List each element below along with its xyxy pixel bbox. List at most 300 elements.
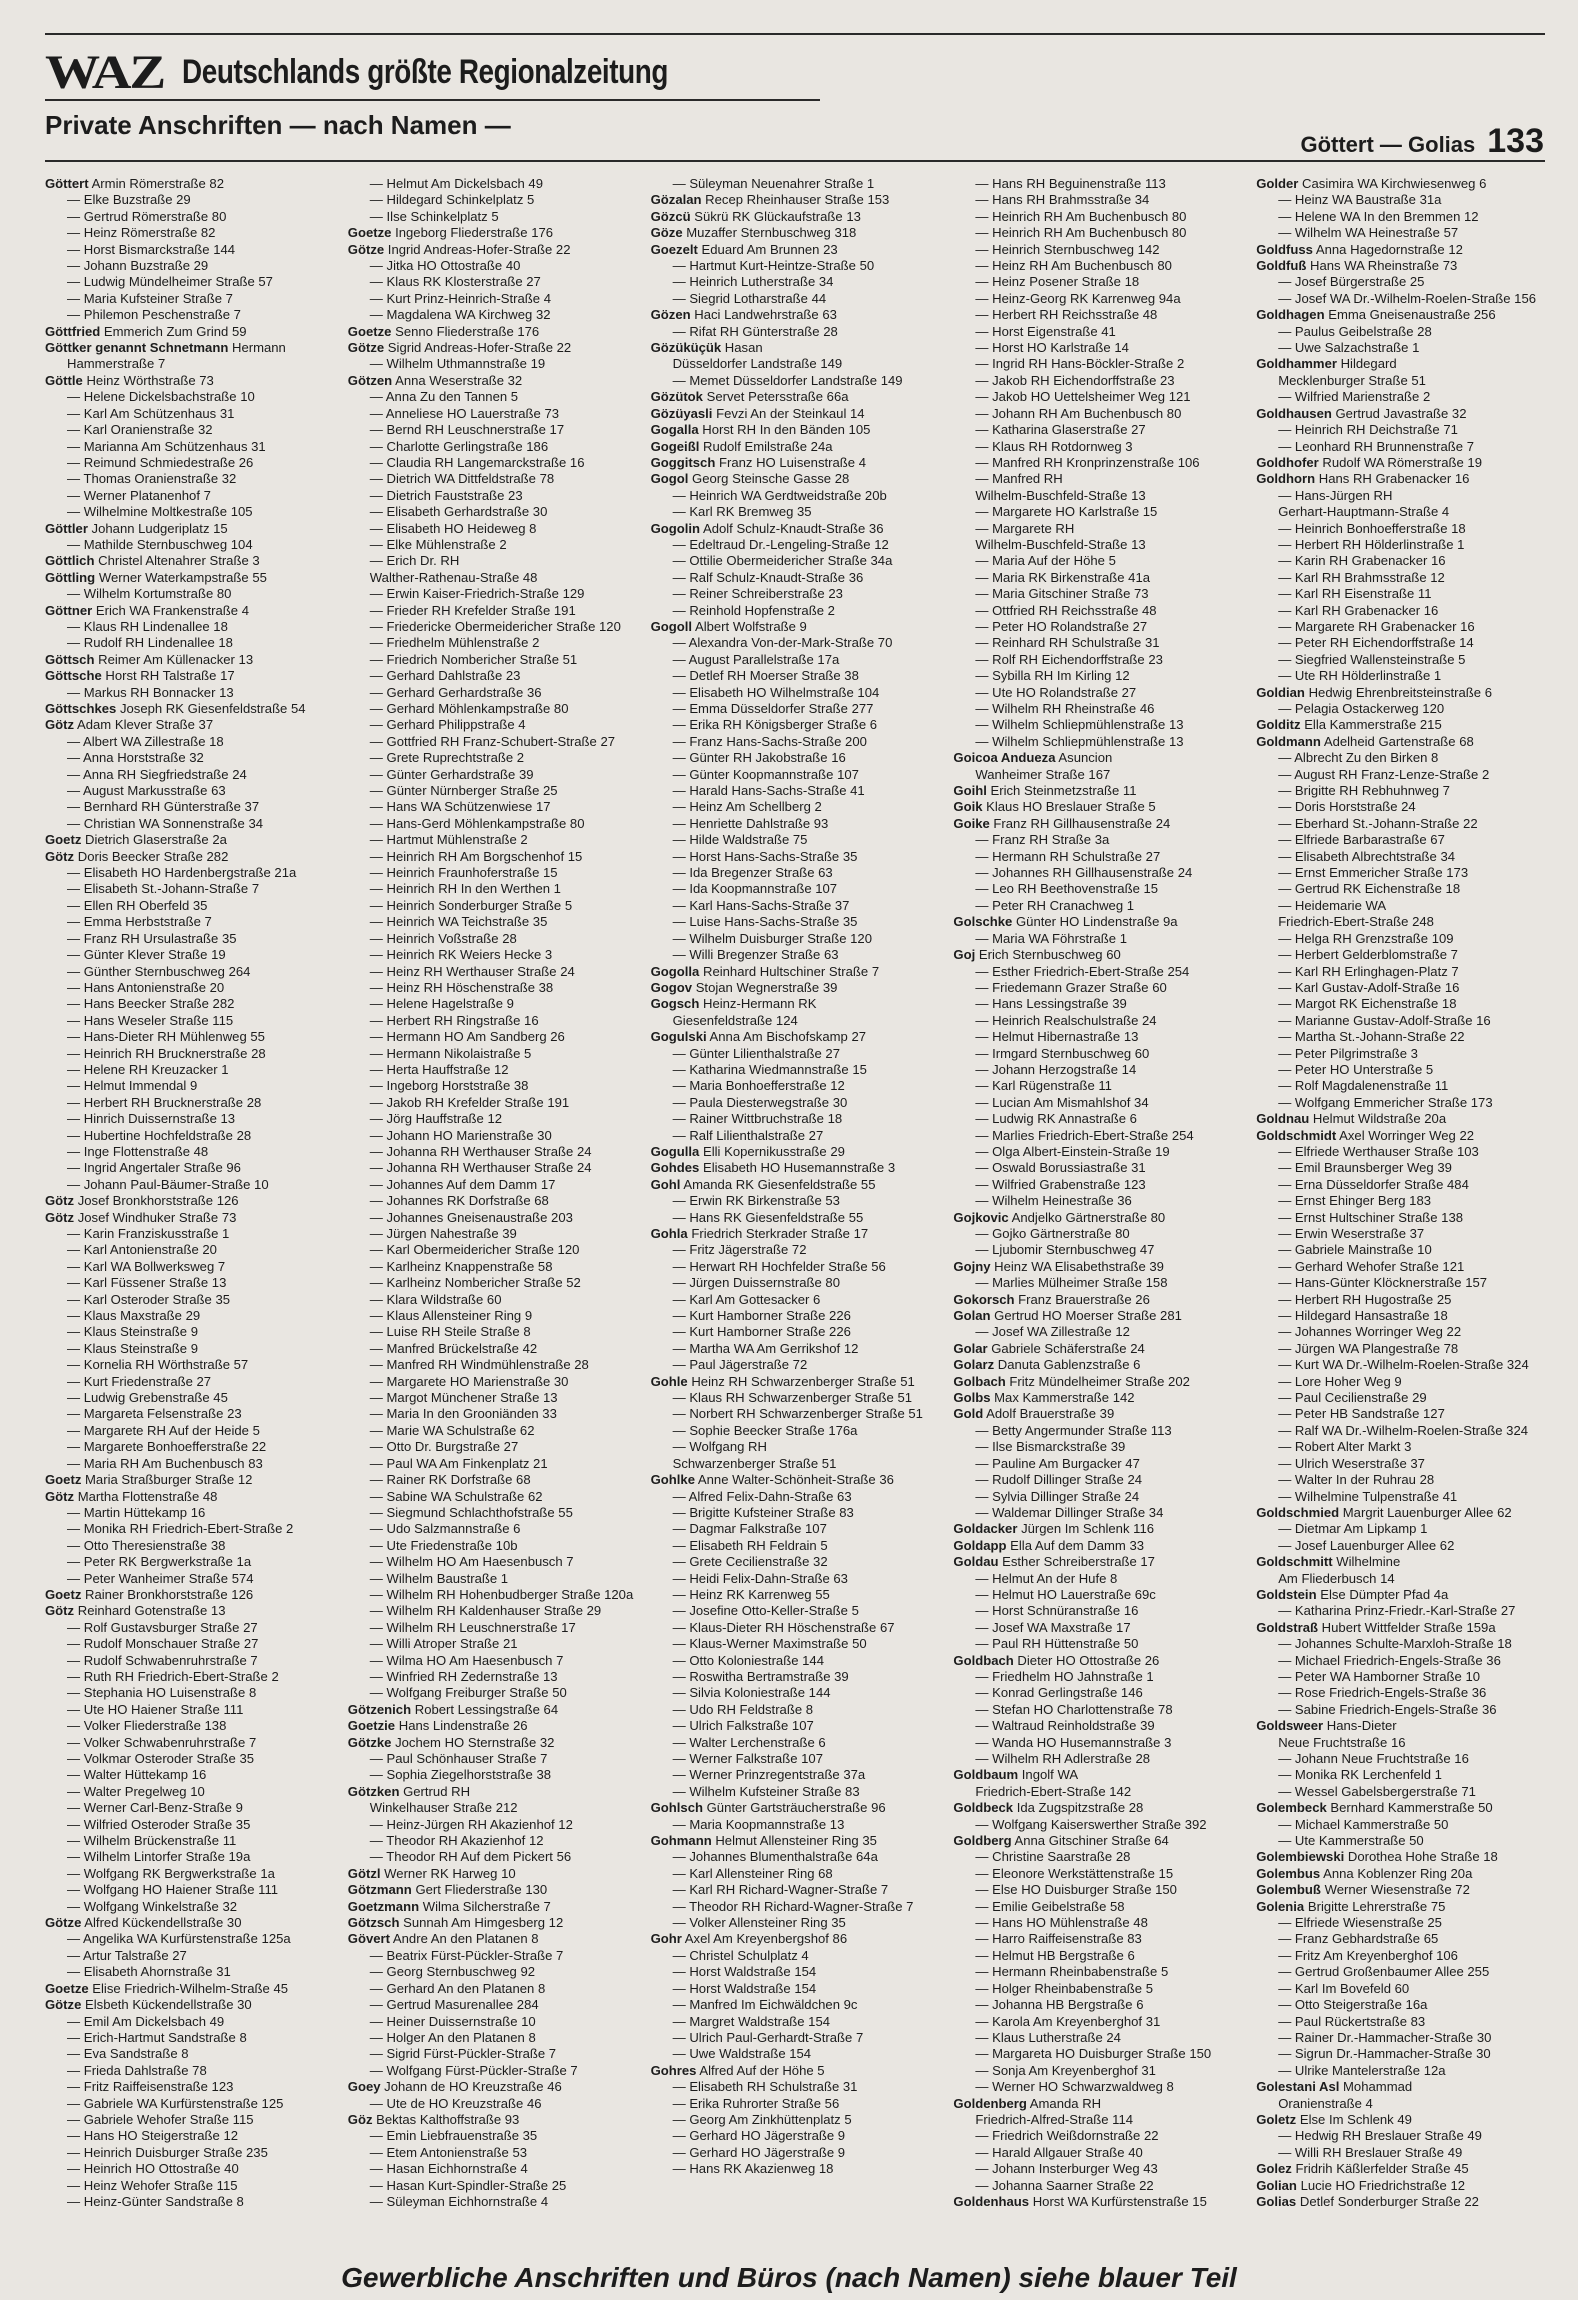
listing-entry: — Gertrud RK Eichenstraße 18 (1278, 881, 1461, 897)
listing-entry: — Helmut Am Dickelsbach 49 (369, 176, 543, 191)
surname: Göttschkes (45, 701, 117, 716)
listing-entry: — Christian WA Sonnenstraße 34 (67, 815, 264, 831)
surname-entry: Goldhorn Hans RH Grabenacker 16 (1256, 471, 1470, 487)
surname: Goetz (45, 832, 82, 848)
listing-entry: — Dietrich Fauststraße 23 (369, 487, 523, 503)
listing-entry: — Grete Ruprechtstraße 2 (369, 750, 525, 766)
listing-entry: — Sabine Friedrich-Engels-Straße 36 (1278, 1701, 1497, 1717)
listing-entry: — Reinhold Hopfenstraße 2 (672, 602, 835, 618)
surname: Götze (347, 241, 385, 257)
listing-entry: — Maria WA Föhrstraße 1 (975, 930, 1127, 946)
listing-entry: — Irmgard Sternbuschweg 60 (975, 1045, 1150, 1061)
entry-continuation: Hammerstraße 7 (67, 356, 166, 372)
surname: Gohmann (650, 1833, 712, 1849)
surname: Gohlke (650, 1472, 695, 1488)
surname-entry: Gözen Haci Landwehrstraße 63 (650, 307, 837, 323)
listing-entry: — Hildegard Hansastraße 18 (1278, 1308, 1448, 1324)
listing-entry: — Wanda HO Husemannstraße 3 (975, 1734, 1172, 1750)
listing-entry: — Jitka HO Ottostraße 40 (369, 258, 521, 274)
listing-entry: — Ernst Ehinger Berg 183 (1278, 1193, 1432, 1209)
surname-entry: Gojny Heinz WA Elisabethstraße 39 (953, 1258, 1164, 1274)
listing-entry: — Kurt Friedenstraße 27 (67, 1373, 212, 1389)
surname-entry: Goldschmitt Wilhelmine (1256, 1554, 1401, 1570)
listing-entry: — Ljubomir Sternbuschweg 47 (975, 1242, 1155, 1258)
listing-entry: — Ralf Lilienthalstraße 27 (672, 1127, 824, 1143)
listing-entry: — Heinrich RK Weiers Hecke 3 (369, 947, 553, 963)
listing-entry: — Elisabeth Gerhardstraße 30 (369, 504, 548, 520)
listing-entry: — Siegrid Lotharstraße 44 (672, 290, 827, 306)
surname-entry: Götz Doris Beecker Straße 282 (45, 848, 229, 864)
surname: Goldsweer (1256, 1718, 1324, 1734)
listing-entry: — Stephania HO Luisenstraße 8 (67, 1685, 257, 1701)
listing-entry: — Karl WA Bollwerksweg 7 (67, 1258, 226, 1274)
listing-entry: — Maria Koopmannstraße 13 (672, 1816, 845, 1832)
listing-entry: — Siegfried Wallensteinstraße 5 (1278, 651, 1466, 667)
listing-entry: — Herbert RH Hölderlinstraße 1 (1278, 536, 1465, 552)
listing-entry: — Horst Eigenstraße 41 (975, 323, 1116, 339)
surname: Götze (45, 1915, 82, 1931)
listing-entry: — Günter Koopmannstraße 107 (672, 766, 859, 782)
surname: Gogoll (650, 618, 693, 634)
listing-entry: — Leo RH Beethovenstraße 15 (975, 881, 1159, 897)
surname: Gogol (650, 471, 689, 487)
surname-entry: Göttner Erich WA Frankenstraße 4 (45, 602, 249, 618)
listing-entry: — Karl RH Eisenstraße 11 (1278, 586, 1432, 602)
surname: Götzke (347, 1734, 392, 1750)
listing-entry: — Edeltraud Dr.-Lengeling-Straße 12 (672, 536, 889, 552)
surname: Golembus (1256, 1865, 1321, 1881)
surname-entry: Götzke Jochem HO Sternstraße 32 (347, 1734, 555, 1750)
listing-entry: — Olga Albert-Einstein-Straße 19 (975, 1143, 1170, 1159)
listing-entry: — Reimund Schmiedestraße 26 (67, 454, 254, 470)
surname: Gözen (650, 307, 691, 323)
surname: Goldfuss (1256, 241, 1313, 257)
listing-entry: — Heinrich Bonhoefferstraße 18 (1278, 520, 1466, 536)
listing-entry: — Paul Cecilienstraße 29 (1278, 1390, 1427, 1406)
surname-entry: Goike Franz RH Gillhausenstraße 24 (953, 815, 1171, 831)
listing-entry: — Dietmar Am Lipkamp 1 (1278, 1521, 1428, 1537)
listing-entry: — Eberhard St.-Johann-Straße 22 (1278, 815, 1478, 831)
directory-column-1 (45, 176, 334, 2248)
listing-entry: — Heinrich RH In den Werthen 1 (369, 881, 561, 897)
listing-entry: — Volker Allensteiner Ring 35 (672, 1915, 846, 1931)
listing-entry: — Klaus RH Rotdornweg 3 (975, 438, 1133, 454)
listing-entry: — Manfred RH (975, 471, 1063, 487)
section-title: Private Anschriften — nach Namen — (45, 110, 511, 140)
surname-entry: Goetze Elise Friedrich-Wilhelm-Straße 45 (45, 1980, 289, 1996)
listing-entry: — Werner Carl-Benz-Straße 9 (67, 1800, 243, 1816)
listing-entry: — Josef Bürgerstraße 25 (1278, 274, 1425, 290)
surname-entry: Gohlsch Günter Gartsträucherstraße 96 (650, 1800, 886, 1816)
listing-entry: — Helmut Hibernastraße 13 (975, 1029, 1139, 1045)
masthead (45, 45, 775, 99)
surname-entry: Goetz Rainer Bronkhorststraße 126 (45, 1586, 254, 1602)
surname-entry: Goldhofer Rudolf WA Römerstraße 19 (1256, 454, 1482, 470)
listing-entry: — Rainer RK Dorfstraße 68 (369, 1472, 531, 1488)
surname-entry: Goldsweer Hans-Dieter (1256, 1718, 1397, 1734)
listing-entry: — Doris Horststraße 24 (1278, 799, 1416, 815)
listing-entry: — Udo RH Feldstraße 8 (672, 1701, 814, 1717)
surname-entry: Götz Martha Flottenstraße 48 (45, 1488, 218, 1504)
listing-entry: — Hans-Jürgen RH (1278, 487, 1393, 503)
surname: Gogalla (650, 422, 699, 438)
surname: Gohl (650, 1176, 681, 1192)
listing-entry: — Hermann Rheinbabenstraße 5 (975, 1964, 1169, 1980)
listing-entry: — Rolf RH Eichendorffstraße 23 (975, 651, 1163, 667)
listing-entry: — Wilhelm Uthmannstraße 19 (369, 356, 546, 372)
surname: Gözcü (650, 208, 691, 224)
surname: Gogulla (650, 1143, 700, 1159)
surname: Goldacker (953, 1521, 1018, 1537)
surname-entry: Göttler Johann Ludgeriplatz 15 (45, 520, 228, 536)
surname-entry: Götze Elsbeth Kückendellstraße 30 (45, 1997, 252, 2013)
listing-entry: — Hans HO Steigerstraße 12 (67, 2128, 239, 2144)
listing-entry: — Jakob RH Krefelder Straße 191 (369, 1094, 570, 1110)
listing-entry: — Wilhelmine Moltkestraße 105 (67, 504, 253, 520)
listing-entry: — Michael Kammerstraße 50 (1278, 1816, 1449, 1832)
listing-entry: — Luise Hans-Sachs-Straße 35 (672, 914, 858, 930)
surname: Goldberg (953, 1833, 1012, 1849)
listing-entry: — Heinrich Lutherstraße 34 (672, 274, 834, 290)
listing-entry: — Martin Hüttekamp 16 (67, 1504, 206, 1520)
listing-entry: — Franz RH Straße 3a (975, 832, 1110, 848)
listing-entry: — Anna Horststraße 32 (67, 750, 204, 766)
listing-entry: — Monika RK Lerchenfeld 1 (1278, 1767, 1442, 1783)
listing-entry: — Gabriele WA Kurfürstenstraße 125 (67, 2095, 284, 2111)
listing-entry: — Josef WA Zillestraße 12 (975, 1324, 1130, 1340)
listing-entry: — Johanna RH Werthauser Straße 24 (369, 1160, 592, 1176)
listing-entry: — Wolfgang RK Bergwerkstraße 1a (67, 1865, 275, 1881)
surname-entry: Götze Ingrid Andreas-Hofer-Straße 22 (347, 241, 571, 257)
listing-entry: — Gertrud Masurenallee 284 (369, 1997, 539, 2013)
listing-entry: — Elke Buzstraße 29 (67, 192, 191, 208)
listing-entry: — Hilde Waldstraße 75 (672, 832, 808, 848)
listing-entry: — Dagmar Falkstraße 107 (672, 1521, 827, 1537)
surname: Golar (953, 1340, 988, 1356)
listing-entry: — Helene Dickelsbachstraße 10 (67, 389, 255, 405)
listing-entry: — Heidi Felix-Dahn-Straße 63 (672, 1570, 848, 1586)
listing-entry: — Peter Wanheimer Straße 574 (67, 1570, 254, 1586)
listing-entry: — Konrad Gerlingstraße 146 (975, 1685, 1143, 1701)
listing-entry: — Hans Weseler Straße 115 (67, 1012, 234, 1028)
listing-entry: — Ernst Emmericher Straße 173 (1278, 865, 1469, 881)
listing-entry: — August Parallelstraße 17a (672, 651, 840, 667)
surname-entry: Golarz Danuta Gablenzstraße 6 (953, 1357, 1141, 1373)
listing-entry: — Friedhelm HO Jahnstraße 1 (975, 1668, 1154, 1684)
listing-entry: — Margarete Bonhoefferstraße 22 (67, 1439, 267, 1455)
listing-entry: — Heinrich Duisburger Straße 235 (67, 2144, 268, 2160)
listing-entry: — Paul Schönhauser Straße 7 (369, 1751, 548, 1766)
listing-entry: — Johannes Worringer Weg 22 (1278, 1324, 1462, 1340)
surname-entry: Goetz Dietrich Glaserstraße 2a (45, 832, 227, 848)
listing-entry: — Sigrun Dr.-Hammacher-Straße 30 (1278, 2046, 1491, 2062)
listing-entry: — Margarete RH Auf der Heide 5 (67, 1422, 260, 1438)
surname: Goldhammer (1256, 356, 1337, 372)
listing-entry: — Gerhard Gerhardstraße 36 (369, 684, 542, 700)
listing-entry: — Erna Düsseldorfer Straße 484 (1278, 1176, 1469, 1192)
listing-entry: — Michael Friedrich-Engels-Straße 36 (1278, 1652, 1501, 1668)
listing-entry: — Karl RK Bremweg 35 (672, 504, 812, 520)
surname: Gözalan (650, 192, 702, 208)
surname-entry: Göz Bektas Kalthoffstraße 93 (347, 2111, 520, 2127)
surname-entry: Golbach Fritz Mündelheimer Straße 202 (953, 1373, 1190, 1389)
listing-entry: — Karl Am Gottesacker 6 (672, 1291, 821, 1307)
listing-entry: — Friedemann Grazer Straße 60 (975, 979, 1167, 995)
listing-entry: — Gerhard An den Platanen 8 (369, 1980, 546, 1996)
listing-entry: — Ute de HO Kreuzstraße 46 (369, 2095, 542, 2111)
listing-entry: — Leonhard RH Brunnenstraße 7 (1278, 438, 1474, 454)
listing-entry: — Günter Lilienthalstraße 27 (672, 1045, 840, 1061)
listing-entry: — Karl Im Bovefeld 60 (1278, 1980, 1410, 1996)
waz-logo: WAZ (45, 45, 164, 99)
listing-entry: — Angelika WA Kurfürstenstraße 125a (67, 1931, 291, 1947)
surname: Gözütok (650, 389, 703, 405)
listing-entry: — Heinz Wehofer Straße 115 (67, 2177, 238, 2193)
listing-entry: — Helene Hagelstraße 9 (369, 996, 514, 1012)
surname-entry: Götz Reinhard Gotenstraße 13 (45, 1603, 226, 1619)
surname-entry: Gözütok Servet Petersstraße 66a (650, 389, 849, 405)
listing-entry: — Ottfried RH Reichsstraße 48 (975, 602, 1157, 618)
entry-continuation: Wanheimer Straße 167 (975, 766, 1111, 782)
listing-entry: — Fritz Jägerstraße 72 (672, 1242, 807, 1258)
listing-entry: — Hubertine Hochfeldstraße 28 (67, 1127, 252, 1143)
surname-entry: Goldstein Else Dümpter Pfad 4a (1256, 1586, 1449, 1602)
surname: Goldstein (1256, 1586, 1317, 1602)
surname-entry: Golembuß Werner Wiesenstraße 72 (1256, 1882, 1470, 1898)
listing-entry: — Hasan Kurt-Spindler-Straße 25 (369, 2177, 567, 2193)
listing-entry: — Willi RH Breslauer Straße 49 (1278, 2144, 1463, 2160)
surname-entry: Goldstraß Hubert Wittfelder Straße 159a (1256, 1619, 1496, 1635)
surname-entry: Goetze Ingeborg Fliederstraße 176 (347, 225, 554, 241)
surname: Goik (953, 799, 983, 815)
listing-entry: — Rainer Wittbruchstraße 18 (672, 1111, 843, 1127)
surname-entry: Goldapp Ella Auf dem Damm 33 (953, 1537, 1145, 1553)
surname: Goihl (953, 783, 987, 799)
listing-entry: — Wilhelm Lintorfer Straße 19a (67, 1849, 251, 1865)
surname: Gohle (650, 1373, 688, 1389)
listing-entry: — Inge Flottenstraße 48 (67, 1143, 209, 1159)
surname: Goldbaum (953, 1767, 1019, 1783)
surname-entry: Götze Sigrid Andreas-Hofer-Straße 22 (347, 340, 572, 356)
entry-continuation: Mecklenburger Straße 51 (1278, 372, 1426, 388)
listing-entry: — Horst Schnüranstraße 16 (975, 1603, 1139, 1619)
listing-entry: — Walter Pregelweg 10 (67, 1783, 205, 1799)
listing-entry: — Friedrich Nombericher Straße 51 (369, 651, 578, 667)
listing-entry: — Katharina Prinz-Friedr.-Karl-Straße 27 (1278, 1603, 1516, 1619)
listing-entry: — Wilhelm WA Heinestraße 57 (1278, 225, 1459, 241)
listing-entry: — Theodor RH Akazienhof 12 (369, 1833, 544, 1849)
listing-entry: — Horst Waldstraße 154 (672, 1980, 817, 1996)
listing-entry: — Walter Lerchenstraße 6 (672, 1734, 826, 1750)
surname: Götzsch (347, 1915, 400, 1931)
listing-entry: — Philemon Peschenstraße 7 (67, 307, 241, 323)
listing-entry: — Brigitte RH Rebhuhnweg 7 (1278, 783, 1450, 799)
surname: Gohla (650, 1226, 688, 1241)
surname-entry: Golembeck Bernhard Kammerstraße 50 (1256, 1800, 1493, 1816)
surname-entry: Golestani Asl Mohammad (1256, 2079, 1413, 2095)
listing-entry: — Anneliese HO Lauerstraße 73 (369, 405, 560, 421)
listing-entry: — Johanna HB Bergstraße 6 (975, 1997, 1144, 2013)
listing-entry: — Erika Ruhrorter Straße 56 (672, 2095, 840, 2111)
listing-entry: — Eleonore Werkstättenstraße 15 (975, 1865, 1174, 1881)
surname-entry: Gözüküçük Hasan (650, 340, 763, 356)
listing-entry: — Klaus RK Klosterstraße 27 (369, 274, 541, 290)
entry-continuation: Walther-Rathenau-Straße 48 (369, 569, 538, 585)
surname: Golschke (953, 914, 1013, 930)
listing-entry: — Eva Sandstraße 8 (67, 2046, 189, 2062)
listing-entry: — Hans-Dieter RH Mühlenweg 55 (67, 1029, 265, 1045)
surname: Goicoa Andueza (953, 750, 1056, 766)
listing-entry: — Johann Herzogstraße 14 (975, 1061, 1137, 1077)
listing-entry: — Johannes Blumenthalstraße 64a (672, 1849, 878, 1865)
listing-entry: — Wilhelm Kortumstraße 80 (67, 586, 232, 602)
listing-entry: — Hartmut Kurt-Heintze-Straße 50 (672, 258, 875, 274)
listing-entry: — Harro Raiffeisenstraße 83 (975, 1931, 1142, 1947)
entry-continuation: Wilhelm-Buschfeld-Straße 13 (975, 487, 1146, 503)
listing-entry: — Wolfgang Freiburger Straße 50 (369, 1685, 567, 1701)
listing-entry: — Emin Liebfrauenstraße 35 (369, 2128, 538, 2144)
listing-entry: — Magdalena WA Kirchweg 32 (369, 307, 551, 323)
listing-entry: — Helmut Immendal 9 (67, 1078, 198, 1094)
listing-entry: — Franz Gebhardstraße 65 (1278, 1931, 1439, 1947)
listing-entry: — Ottilie Obermeidericher Straße 34a (672, 553, 893, 569)
listing-entry: — Gabriele Wehofer Straße 115 (67, 2111, 254, 2127)
listing-entry: — Heinrich Voßstraße 28 (369, 930, 517, 946)
surname: Golditz (1256, 717, 1301, 733)
listing-entry: — Reiner Schreiberstraße 23 (672, 586, 843, 602)
listing-entry: — Heinrich RH Brucknerstraße 28 (67, 1045, 266, 1061)
listing-entry: — Ralf Schulz-Knaudt-Straße 36 (672, 569, 864, 585)
listing-entry: — Elisabeth St.-Johann-Straße 7 (67, 881, 260, 897)
listing-entry: — Johannes Auf dem Damm 17 (369, 1176, 556, 1192)
entry-continuation: Neue Fruchtstraße 16 (1278, 1734, 1406, 1750)
listing-entry: — Margarete RH (975, 520, 1075, 536)
listing-entry: — Katharina Wiedmannstraße 15 (672, 1061, 867, 1077)
surname-entry: Goj Erich Sternbuschweg 60 (953, 947, 1121, 963)
surname: Gohr (650, 1931, 682, 1947)
surname: Goldhorn (1256, 471, 1316, 487)
listing-entry: — Anna Zu den Tannen 5 (369, 389, 519, 405)
listing-entry: — Detlef RH Moerser Straße 38 (672, 668, 859, 684)
listing-entry: — Wolfgang Fürst-Pückler-Straße 7 (369, 2062, 578, 2078)
listing-entry: — Bernd RH Leuschnerstraße 17 (369, 422, 565, 438)
surname: Golestani Asl (1256, 2079, 1340, 2095)
surname: Goetz (45, 1472, 82, 1488)
page-range-header (1300, 122, 1544, 161)
listing-entry: — Heinrich RH Am Buchenbusch 80 (975, 208, 1187, 224)
surname-entry: Götz Josef Bronkhorststraße 126 (45, 1193, 239, 1209)
listing-entry: — Margarete HO Marienstraße 30 (369, 1373, 569, 1389)
listing-entry: — Werner Falkstraße 107 (672, 1751, 823, 1766)
listing-entry: — Karlheinz Nombericher Straße 52 (369, 1275, 581, 1291)
listing-entry: — Volker Fliederstraße 138 (67, 1718, 227, 1734)
surname: Golez (1256, 2161, 1292, 2177)
surname-entry: Gözcü Sükrü RK Glückaufstraße 13 (650, 208, 861, 224)
surname: Götzken (347, 1783, 400, 1799)
listing-entry: — Elisabeth RH Feldrain 5 (672, 1537, 828, 1553)
surname-entry: Gözalan Recep Rheinhauser Straße 153 (650, 192, 890, 208)
surname-entry: Golias Detlef Sonderburger Straße 22 (1256, 2193, 1479, 2209)
listing-entry: — Hedwig RH Breslauer Straße 49 (1278, 2128, 1482, 2144)
listing-entry: — Gertrud Römerstraße 80 (67, 208, 227, 224)
listing-entry: — Karl Obermeidericher Straße 120 (369, 1242, 580, 1258)
listing-entry: — Kurt Prinz-Heinrich-Straße 4 (369, 290, 551, 306)
listing-entry: — Uwe Salzachstraße 1 (1278, 340, 1420, 356)
listing-entry: — Wilma HO Am Haesenbusch 7 (369, 1652, 564, 1668)
surname: Golias (1256, 2193, 1297, 2209)
listing-entry: — Erich-Hartmut Sandstraße 8 (67, 2029, 247, 2045)
surname-entry: Gogulski Anna Am Bischofskamp 27 (650, 1029, 867, 1045)
listing-entry: — Helmut An der Hufe 8 (975, 1570, 1118, 1586)
listing-entry: — Fritz Am Kreyenberghof 106 (1278, 1947, 1458, 1963)
surname: Golbach (953, 1373, 1006, 1389)
listing-entry: — Sophie Beecker Straße 176a (672, 1422, 858, 1438)
surname-entry: Götzmann Gert Fliederstraße 130 (347, 1882, 548, 1898)
listing-entry: — Erwin Kaiser-Friedrich-Straße 129 (369, 586, 585, 602)
listing-entry: — Sylvia Dillinger Straße 24 (975, 1488, 1140, 1504)
listing-entry: — Rudolf RH Lindenallee 18 (67, 635, 233, 651)
listing-entry: — Horst HO Karlstraße 14 (975, 340, 1129, 356)
footer-note: Gewerbliche Anschriften und Büros (nach Namen) siehe blauer Teil (341, 2262, 1237, 2293)
surname-entry: Göttle Heinz Wörthstraße 73 (45, 372, 214, 388)
listing-entry: — Gerhard HO Jägerstraße 9 (672, 2128, 846, 2144)
surname: Göttert (45, 176, 89, 191)
surname-entry: Göttsch Reimer Am Küllenacker 13 (45, 651, 254, 667)
listing-entry: — Elfriede Barbarastraße 67 (1278, 832, 1445, 848)
listing-entry: — Karl Gustav-Adolf-Straße 16 (1278, 979, 1460, 995)
listing-entry: — Hans-Gerd Möhlenkampstraße 80 (369, 815, 585, 831)
listing-entry: — Ingrid Angertaler Straße 96 (67, 1160, 241, 1176)
listing-entry: — Gerhard Wehofer Straße 121 (1278, 1258, 1465, 1274)
listing-entry: — Memet Düsseldorfer Landstraße 149 (672, 372, 903, 388)
listing-entry: — Peter RH Cranachweg 1 (975, 897, 1135, 913)
surname: Goj (953, 947, 976, 963)
listing-entry: — Jörg Hauffstraße 12 (369, 1111, 503, 1127)
listing-entry: — Uwe Waldstraße 154 (672, 2046, 812, 2062)
listing-entry: — Heinz RK Karrenweg 55 (672, 1586, 830, 1602)
listing-entry: — Heinz-Jürgen RH Akazienhof 12 (369, 1816, 573, 1832)
surname-entry: Goldacker Jürgen Im Schlenk 116 (953, 1521, 1155, 1537)
listing-entry: — Maria Gitschiner Straße 73 (975, 586, 1149, 602)
listing-entry: — Helmut HO Lauerstraße 69c (975, 1586, 1156, 1602)
surname: Götzmann (347, 1882, 412, 1898)
listing-entry: — Jürgen Duissernstraße 80 (672, 1275, 840, 1291)
listing-entry: — Johannes Schulte-Marxloh-Straße 18 (1278, 1636, 1512, 1652)
listing-entry: — Martha WA Am Gerrikshof 12 (672, 1340, 859, 1356)
listing-entry: — Peter RH Eichendorffstraße 14 (1278, 635, 1474, 651)
listing-entry: — Heidemarie WA (1278, 897, 1387, 913)
surname: Golder (1256, 176, 1299, 191)
listing-entry: — Paul RH Hüttenstraße 50 (975, 1636, 1139, 1652)
surname-entry: Goetzmann Wilma Silcherstraße 7 (347, 1898, 551, 1914)
surname-entry: Goldnau Helmut Wildstraße 20a (1256, 1111, 1447, 1127)
listing-entry: — Heinrich RH Am Borgschenhof 15 (369, 848, 583, 864)
listing-entry: — Gottfried RH Franz-Schubert-Straße 27 (369, 733, 616, 749)
listing-entry: — Robert Alter Markt 3 (1278, 1439, 1412, 1455)
listing-entry: — Wolfgang HO Haiener Straße 111 (67, 1882, 279, 1898)
listing-entry: — Wolfgang Emmericher Straße 173 (1278, 1094, 1493, 1110)
surname-entry: Gogeißl Rudolf Emilstraße 24a (650, 438, 833, 454)
listing-entry: — Heinz RH Am Buchenbusch 80 (975, 258, 1172, 274)
surname-entry: Goldberg Anna Gitschiner Straße 64 (953, 1833, 1169, 1849)
surname-entry: Golar Gabriele Schäferstraße 24 (953, 1340, 1145, 1356)
listing-entry: — Norbert RH Schwarzenberger Straße 51 (672, 1406, 923, 1422)
listing-entry: — Mathilde Sternbuschweg 104 (67, 536, 253, 552)
listing-entry: — Reinhard RH Schulstraße 31 (975, 635, 1160, 651)
surname: Goezelt (650, 241, 698, 257)
listing-entry: — Beatrix Fürst-Pückler-Straße 7 (369, 1947, 564, 1963)
listing-entry: — Peter Pilgrimstraße 3 (1278, 1045, 1418, 1061)
